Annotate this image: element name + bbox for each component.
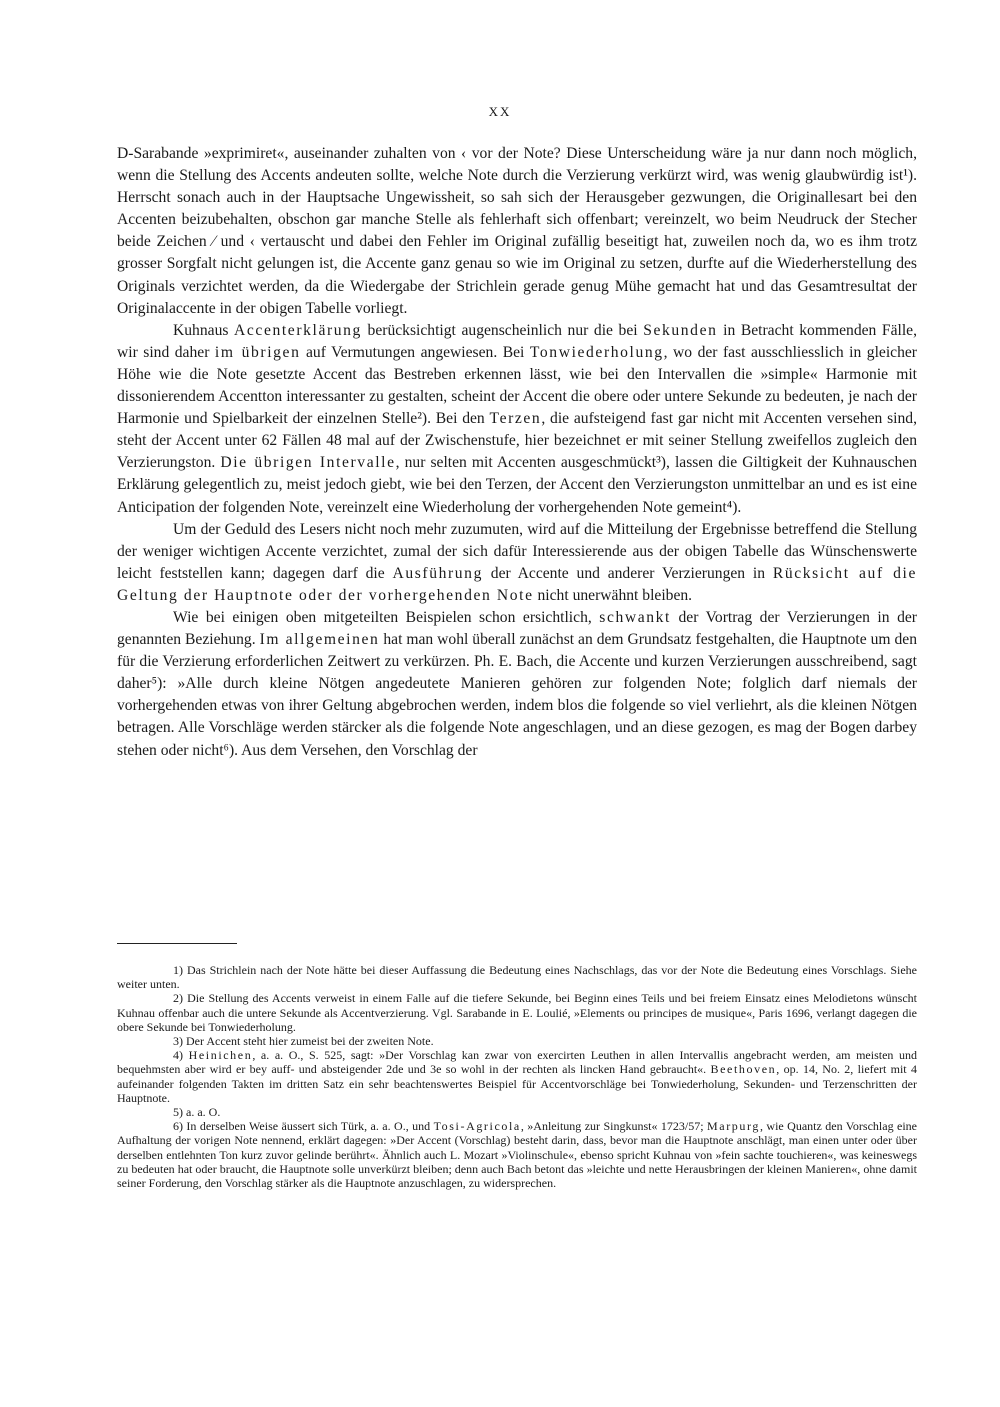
footnote	[117, 963, 917, 991]
footnote	[117, 1034, 917, 1048]
text-run: , a. a. O., S. 525, sagt: »Der Vorschlag kan zwar von exercirten Leuthen in allen Intervallis angebracht werden, am meisten und bequehmsten aber wird er bey auff- und absteigender 2de und 3e so wohl in der rechten als lincken Hand gebraucht«.	[117, 1048, 918, 1077]
text-run: hat man wohl überall zunächst an dem Grundsatz festgehalten, die Hauptnote um den für die Verzierung erforderlichen Zeitwert zu verkürzen. Ph. E. Bach, die Accente und kurzen Verzierungen ausschreibend, sagt daher⁵): »Alle durch kleine Nötgen angedeutete Manieren gehören zur folgenden Note; folglich darf niemals der vorhergehenden etwas von ihrer Geltung abgebrochen werden, indem blos die folgende so viel verliehrt, als die kleinen Nötgen betragen. Alle Vorschläge werden stärcker als die folgende Note angeschlagen, und an diese gezogen, es mag der Bogen darbey stehen oder nicht⁶). Aus dem Versehen, den Vorschlag der	[117, 631, 917, 759]
footnote-separator	[117, 943, 237, 944]
text-run: , »Anleitung zur Singkunst« 1723/57;	[520, 1119, 708, 1134]
spaced-emphasis: Sekunden	[643, 321, 718, 339]
spaced-emphasis: Beethoven	[710, 1062, 777, 1077]
spaced-emphasis: Ausführung	[392, 564, 483, 582]
text-run: nicht unerwähnt bleiben.	[533, 586, 693, 604]
spaced-emphasis: schwankt	[599, 608, 671, 626]
paragraph	[117, 143, 917, 320]
spaced-emphasis: Heinichen	[188, 1048, 253, 1063]
text-run: Kuhnaus	[173, 321, 235, 339]
spaced-emphasis: Im allgemeinen	[259, 631, 380, 649]
text-run: , nur selten mit Accenten ausgeschmückt³), lassen die Giltigkeit der Kuhnauschen Erklärung gelegentlich zu, meist jedoch giebt, wie bei den Terzen, der Accent den Verzierungston unmittelbar an und es ist eine Anticipation der folgenden Note, vereinzelt eine Wiederholung der vorhergehenden Note gemeint⁴).	[117, 454, 917, 516]
text-run: in Betracht kommenden Fälle, wir sind daher	[117, 321, 918, 361]
text-run: berücksichtigt augenscheinlich nur die bei	[361, 321, 644, 339]
spaced-emphasis: Rücksicht auf die Geltung der Hauptnote oder der vorhergehenden Note	[117, 564, 918, 604]
footnote	[117, 991, 917, 1034]
spaced-emphasis: Die übrigen Intervalle	[220, 454, 396, 472]
spaced-emphasis: Marpurg	[707, 1119, 760, 1134]
text-run: , die aufsteigend fast gar nicht mit Accenten versehen sind, steht der Accent unter 62 Fällen 48 mal auf der Zwischenstufe, hier bezeichnet er mit seiner Stellung zweifellos zugleich den Verzierungston.	[117, 410, 917, 472]
page-number: XX	[488, 104, 512, 119]
spaced-emphasis: Tonwiederholung	[529, 343, 664, 361]
text-run: der Vortrag der Verzierungen in der genannten Beziehung.	[117, 608, 917, 649]
text-run: 1) Das Strichlein nach der Note hätte bei dieser Auffassung die Bedeutung eines Nachschlags, das vor der Note die Bedeutung eines Vorschlags. Siehe weiter unten.	[117, 963, 917, 992]
paragraph	[117, 607, 917, 762]
paragraph	[117, 320, 917, 519]
text-run: , wie Quantz den Vorschlag eine Aufhaltung der vorigen Note nennend, erklärt dagegen: »Der Accent (Vorschlag) besteht darin, dass, bevor man die Hauptnote anschlägt, man einen unter oder über derselben entlehnten Ton kurz zuvor gelinde berührt«. Ähnlich auch L. Mozart »Violinschule«, ebenso spricht Kuhnau von »fein sachte touchieren«, was keineswegs zu bedeuten hat oder braucht, die Hauptnote solle unverkürzt bleiben; denn auch Bach betont das »leichte und nette Herausbringen der kleinen Manieren«, ohne damit seiner Forderung, den Vorschlag stärker als die Hauptnote anzuschlagen, zu widersprechen.	[117, 1119, 917, 1191]
spaced-emphasis: Accenterklärung	[234, 321, 362, 339]
spaced-emphasis: Terzen	[489, 410, 542, 428]
text-run: auf Vermutungen angewiesen. Bei	[300, 343, 530, 361]
text-run: , wo der fast ausschliesslich in gleicher Höhe wie die Note gesetzte Accent das Bestreben erkennen lässt, wie bei den Intervallen die »simple« Harmonie mit dissonierendem Accentton interessanter zu gestalten, scheint der Accent die obere oder untere Sekunde zu bedeuten, je nach der Harmonie und Spielbarkeit der einzelnen Stelle²). Bei den	[117, 343, 917, 428]
text-run: , op. 14, No. 2, liefert mit 4 aufeinander folgenden Takten im dritten Satz ein sehr beachtenswertes Beispiel für Accentvorschläge bei Tonwiederholung, Sekunden- und Terzenschritten der Hauptnote.	[117, 1062, 917, 1105]
footnote	[117, 1119, 917, 1190]
text-run: der Accente und anderer Verzierungen in	[482, 564, 773, 582]
text-run: 2) Die Stellung des Accents verweist in einem Falle auf die tiefere Sekunde, bei Beginn eines Teils und bei freiem Einsatz eines Melodietons wünscht Kuhnau offenbar auch die untere Sekunde als Accentverzierung. Vgl. Sarabande in E. Loulié, »Elements ou principes de musique«, Paris 1696, verlangt dagegen die obere Sekunde bei Tonwiederholung.	[117, 991, 917, 1034]
paragraph	[117, 519, 917, 607]
spaced-emphasis: Tosi-Agricola	[433, 1119, 521, 1134]
text-run: 6) In derselben Weise äussert sich Türk, a. a. O., und	[173, 1119, 434, 1134]
spaced-emphasis: im übrigen	[214, 343, 301, 361]
footnotes	[117, 963, 917, 1190]
footnote	[117, 1048, 917, 1105]
text-run: D-Sarabande »exprimiret«, auseinander zuhalten von ‹ vor der Note? Diese Unterscheidung wäre ja nur dann noch möglich, wenn die Stellung des Accents andeuten sollte, welche Note durch die Verzierung verkürzt wird, was wenig glaubwürdig ist¹). Herrscht sonach auch in der Hauptsache Ungewissheit, so sah sich der Herausgeber gezwungen, die Originallesart bei den Accenten beizubehalten, obschon gar manche Stelle als fehlerhaft sich offenbart; vereinzelt, wo beim Neudruck der Stecher beide Zeichen ⁄ und ‹ vertauscht und dabei den Fehler im Original zufällig beseitigt hat, zuweilen noch da, wo es ihm trotz grosser Sorgfalt nicht gelungen ist, die Accente ganz genau so wie im Original zu setzen, durfte auf die Wiederherstellung des Originals verzichtet werden, da die Wiedergabe der Strichlein gerade genug Mühe gemacht hat und das Gesamtresultat der Originalaccente in der obigen Tabelle vorliegt.	[117, 145, 917, 317]
text-run: Um der Geduld des Lesers nicht noch mehr zuzumuten, wird auf die Mitteilung der Ergebnisse betreffend die Stellung der weniger wichtigen Accente verzichtet, zumal der sich dafür Interessierende aus der obigen Tabelle das Wünschenswerte leicht feststellen kann; dagegen darf die	[117, 520, 917, 582]
text-run: 3) Der Accent steht hier zumeist bei der zweiten Note.	[173, 1034, 434, 1049]
footnote	[117, 1105, 917, 1119]
text-run: Wie bei einigen oben mitgeteilten Beispielen schon ersichtlich,	[173, 608, 600, 626]
main-text	[117, 143, 917, 762]
text-run: 5) a. a. O.	[173, 1105, 221, 1120]
text-run: 4)	[173, 1048, 189, 1063]
